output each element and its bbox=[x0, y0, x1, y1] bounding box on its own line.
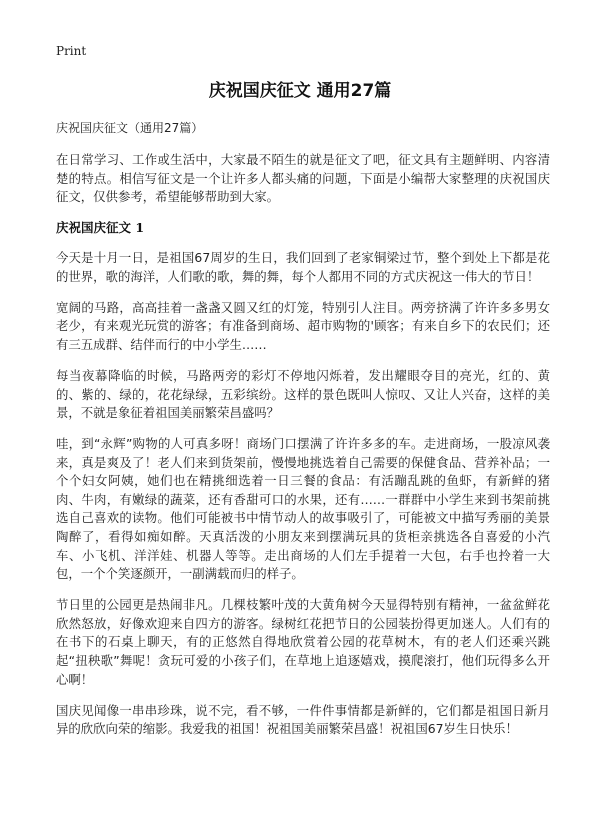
page-title: 庆祝国庆征文 通用27篇 bbox=[208, 81, 392, 101]
section-heading: 庆祝国庆征文 1 bbox=[56, 220, 145, 236]
body-paragraph-4: 哇，到“永辉”购物的人可真多呀！商场门口摆满了许许多多的车。走进商场，一股凉风袭来，真是爽及了！老人们来到货架前，慢慢地挑选着自己需要的保健食品、营养补品；一个个妇女阿姨，她们也在精挑细选着一日三餐的食品：有活蹦乱跳的鱼虾，有新鲜的猪肉、牛肉，有嫩绿的蔬菜，还有香甜可口的水果，还有……一群群中小学生来到书架前挑选自己喜欢的读物。他们可能被书中情节动人的故事吸引了，可能被文中描写秀丽的美景陶醉了，看得如痴如醉。天真活泼的小朋友来到摆满玩具的货柜亲挑选各自喜爱的小汽车、小飞机、洋洋娃、机器人等等。走出商场的人们左手提着一大包，右手也拎着一大包，一个个笑逐颜开，一副满载而归的样子。 bbox=[56, 436, 550, 582]
body-paragraph-6: 国庆见闻像一串串珍珠，说不完，看不够，一件件事情都是新鲜的，它们都是祖国日新月异的欣欣向荣的缩影。我爱我的祖国！祝祖国美丽繁荣昌盛！祝祖国67岁生日快乐！ bbox=[56, 702, 550, 737]
print-label: Print bbox=[56, 44, 87, 58]
body-paragraph-3: 每当夜幕降临的时候，马路两旁的彩灯不停地闪烁着，发出耀眼夺目的亮光，红的、黄的、紫的、绿的，花花绿绿，五彩缤纷。这样的景色既叫人惊叹、又让人兴奋，这样的美景，不就是象征着祖国美丽繁荣昌盛吗？ bbox=[56, 367, 550, 421]
body-paragraph-2: 宽阔的马路，高高挂着一盏盏又圆又红的灯笼，特别引人注目。两旁挤满了许许多多男女老少，有来观光玩赏的游客；有准备到商场、超市购物的'顾客；有来自乡下的农民们；还有三五成群、结伴而行的中小学生…… bbox=[56, 299, 550, 352]
intro-paragraph: 在日常学习、工作或生活中，大家最不陌生的就是征文了吧，征文具有主题鲜明、内容清楚的特点。相信写征文是一个让许多人都头痛的问题，下面是小编帮大家整理的庆祝国庆征文，仅供参考，希望能够帮助到大家。 bbox=[56, 152, 550, 205]
body-paragraph-1: 今天是十月一日，是祖国67周岁的生日，我们回到了老家铜梁过节，整个到处上下都是花的世界，歌的海洋，人们歌的歌，舞的舞，每个人都用不同的方式庆祝这一伟大的节日！ bbox=[56, 250, 550, 284]
body-paragraph-5: 节日里的公园更是热闹非凡。几棵枝繁叶茂的大黄角树今天显得特别有精神，一盆盆鲜花欣然怒放，好像欢迎来自四方的游客。绿树红花把节日的公园装扮得更加迷人。人们有的在书下的石桌上聊天，有的正悠然自得地欣赏着公园的花草树木，有的老人们还乘兴跳起“扭秧歌”舞呢！贪玩可爱的小孩子们，在草地上追逐嬉戏，摸爬滚打，他们玩得多么开心啊！ bbox=[56, 597, 550, 687]
document-body bbox=[56, 119, 550, 751]
document-subtitle: 庆祝国庆征文（通用27篇） bbox=[56, 121, 204, 135]
